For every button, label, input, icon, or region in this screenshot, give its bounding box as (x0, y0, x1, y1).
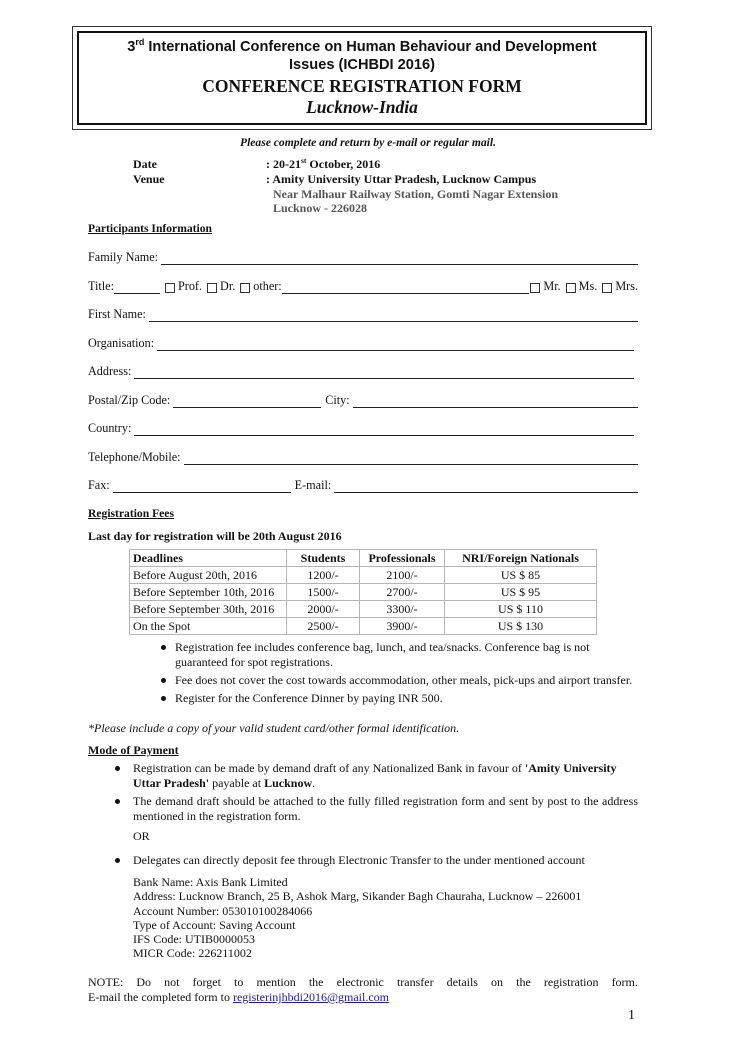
note (88, 975, 638, 1005)
professionals-fee-cell: 3900/- (360, 618, 445, 635)
email-link[interactable]: registerinjhbdi2016@gmail.com (232, 990, 389, 1004)
bullet-icon (115, 799, 120, 804)
venue-line2: Near Malhaur Railway Station, Gomti Nagar Extension (273, 187, 559, 201)
professionals-fee-cell: 2700/- (360, 584, 445, 601)
note-word: transfer (396, 975, 434, 989)
participants-section-title: Participants Information (88, 222, 212, 235)
page-number: 1 (628, 1008, 635, 1023)
venue-line3: Lucknow - 226028 (273, 201, 368, 215)
other-label: other: (253, 279, 282, 293)
professionals-fee-cell: 2100/- (360, 567, 445, 584)
first-name-label: First Name: (88, 307, 146, 321)
payment-text: The demand draft should be attached to the fully filled registration form and sent by post to the address mentioned in the registration form. (133, 794, 638, 823)
header-students: Students (287, 550, 360, 567)
organisation-label: Organisation: (88, 336, 155, 350)
other-title-field[interactable] (282, 281, 530, 294)
date-suffix: st (301, 156, 307, 165)
title-label: Title: (88, 279, 114, 293)
bullet-icon (161, 678, 166, 683)
fee-notes-list (175, 640, 637, 709)
email-prefix: E-mail the completed form to (88, 990, 233, 1004)
mr-checkbox[interactable] (530, 283, 540, 293)
students-fee-cell: 2500/- (287, 618, 360, 635)
ifs-code: IFS Code: UTIB0000053 (133, 932, 256, 947)
payable-city: Lucknow (264, 776, 313, 790)
family-name-row (88, 249, 638, 265)
ordinal: 3 (127, 39, 136, 55)
fees-section-title: Registration Fees (88, 507, 174, 520)
email-label: E-mail: (294, 478, 332, 492)
mrs-checkbox[interactable] (602, 283, 612, 293)
payment-text: Registration can be made by demand draft of any Nationalized Bank in favour of (133, 761, 525, 775)
nri-fee-cell: US $ 85 (445, 567, 597, 584)
city-label: City: (325, 393, 350, 407)
dr-checkbox[interactable] (207, 283, 217, 293)
fee-note-text: Register for the Conference Dinner by paying INR 500. (175, 691, 443, 705)
date-month-year: October, 2016 (306, 157, 381, 171)
payment-list (133, 761, 638, 824)
deadline-cell: Before August 20th, 2016 (130, 567, 287, 584)
ordinal-suffix: rd (135, 37, 145, 47)
prof-checkbox[interactable] (165, 283, 175, 293)
ms-label: Ms. (578, 279, 598, 293)
fax-label: Fax: (88, 478, 110, 492)
students-fee-cell: 1500/- (287, 584, 360, 601)
bullet-icon (115, 858, 120, 863)
deadline-cell: Before September 10th, 2016 (130, 584, 287, 601)
address-label: Address: (88, 364, 132, 378)
form-title: CONFERENCE REGISTRATION FORM (202, 76, 522, 96)
bank-details (133, 875, 581, 961)
venue-label: Venue (133, 172, 165, 186)
location: Lucknow-India (306, 97, 418, 117)
title-row (88, 278, 638, 294)
note-word: Do (136, 975, 152, 989)
table-row (130, 618, 597, 635)
postal-field[interactable] (173, 395, 321, 408)
payment-text: . (312, 776, 316, 790)
list-item (175, 673, 637, 688)
note-word: registration (543, 975, 599, 989)
list-item (133, 853, 638, 868)
list-item (133, 761, 638, 791)
bank-address: Address: Lucknow Branch, 25 B, Ashok Marg, Sikander Bagh Chauraha, Lucknow – 226001 (133, 889, 582, 904)
postal-city-row (88, 392, 638, 408)
students-fee-cell: 1200/- (287, 567, 360, 584)
address-row (88, 363, 634, 379)
list-item (133, 794, 638, 824)
id-note: *Please include a copy of your valid student card/other formal identification. (88, 721, 460, 735)
date-value (266, 157, 380, 172)
payment-text: Delegates can directly deposit fee through Electronic Transfer to the under mentioned account (133, 853, 585, 867)
note-word: not (164, 975, 180, 989)
table-row (130, 584, 597, 601)
micr-code: MICR Code: 226211002 (133, 946, 252, 961)
organisation-row (88, 335, 634, 351)
address-field[interactable] (134, 366, 634, 379)
title-text: International Conference on Human Behaviour and Development (144, 39, 597, 55)
nri-fee-cell: US $ 130 (445, 618, 597, 635)
students-fee-cell: 2000/- (287, 601, 360, 618)
date-days: : 20-21 (266, 157, 301, 171)
first-name-row (88, 306, 638, 322)
venue-line1: : Amity University Uttar Pradesh, Lucknow Campus (266, 172, 537, 186)
date-label: Date (133, 157, 157, 171)
professionals-fee-cell: 3300/- (360, 601, 445, 618)
note-word: the (308, 975, 324, 989)
bullet-icon (161, 696, 166, 701)
bullet-icon (115, 766, 120, 771)
prof-label: Prof. (177, 279, 203, 293)
conference-title-line1 (79, 39, 645, 55)
postal-label: Postal/Zip Code: (88, 393, 171, 407)
dr-label: Dr. (220, 279, 236, 293)
mr-label: Mr. (543, 279, 561, 293)
header-deadlines: Deadlines (130, 550, 287, 567)
mrs-label: Mrs. (615, 279, 638, 293)
ms-checkbox[interactable] (566, 283, 576, 293)
telephone-label: Telephone/Mobile: (88, 450, 181, 464)
note-word: details (446, 975, 478, 989)
fees-table (129, 549, 597, 635)
first-name-field[interactable] (149, 309, 638, 322)
note-line2 (88, 990, 638, 1005)
family-name-field[interactable] (161, 252, 638, 265)
header-professionals: Professionals (360, 550, 445, 567)
list-item (175, 640, 637, 670)
table-row (130, 567, 597, 584)
account-type: Type of Account: Saving Account (133, 917, 296, 932)
bullet-icon (161, 645, 166, 650)
fax-field[interactable] (113, 480, 291, 493)
intro-text: Please complete and return by e-mail or regular mail. (239, 136, 496, 149)
payment-section-title: Mode of Payment (88, 743, 179, 757)
note-word: the (516, 975, 531, 989)
note-word: to (234, 975, 244, 989)
organisation-field[interactable] (157, 338, 634, 351)
country-field[interactable] (134, 423, 634, 436)
list-item (175, 691, 637, 706)
note-word: on (491, 975, 504, 989)
title-field[interactable] (114, 281, 160, 294)
deadline-cell: Before September 30th, 2016 (130, 601, 287, 618)
bank-name: Bank Name: Axis Bank Limited (133, 875, 288, 889)
conference-title-line2: Issues (ICHBDI 2016) (289, 57, 435, 73)
fees-table-header (130, 550, 597, 567)
country-label: Country: (88, 421, 132, 435)
other-checkbox[interactable] (240, 283, 250, 293)
table-row (130, 601, 597, 618)
note-word: forget (192, 975, 221, 989)
note-word: electronic (336, 975, 384, 989)
family-name-label: Family Name: (88, 250, 159, 264)
fee-note-text: Fee does not cover the cost towards accommodation, other meals, pick-ups and airport transfer. (175, 673, 633, 687)
note-line1 (88, 975, 638, 990)
fee-note-text: Registration fee includes conference bag, lunch, and tea/snacks. Conference bag is not guaranteed for spot registrations. (175, 640, 590, 669)
payment-text: payable at (209, 776, 265, 790)
note-word: NOTE: (88, 975, 124, 989)
telephone-field[interactable] (184, 452, 638, 465)
account-number: Account Number: 053010100284066 (133, 903, 313, 918)
country-row (88, 420, 634, 436)
note-word: mention (256, 975, 296, 989)
header-box (77, 31, 647, 125)
fax-email-row (88, 477, 638, 493)
nri-fee-cell: US $ 110 (445, 601, 597, 618)
telephone-row (88, 449, 638, 465)
or-separator: OR (133, 829, 150, 843)
nri-fee-cell: US $ 95 (445, 584, 597, 601)
deadline-cell: On the Spot (130, 618, 287, 635)
payment-list-2 (133, 853, 638, 868)
note-word: form. (611, 975, 638, 989)
email-field[interactable] (334, 480, 638, 493)
payee-name: 'Amity University Uttar Pradesh' (133, 761, 617, 790)
last-day-notice: Last day for registration will be 20th August 2016 (88, 529, 342, 543)
header-nri: NRI/Foreign Nationals (445, 550, 597, 567)
city-field[interactable] (353, 395, 638, 408)
